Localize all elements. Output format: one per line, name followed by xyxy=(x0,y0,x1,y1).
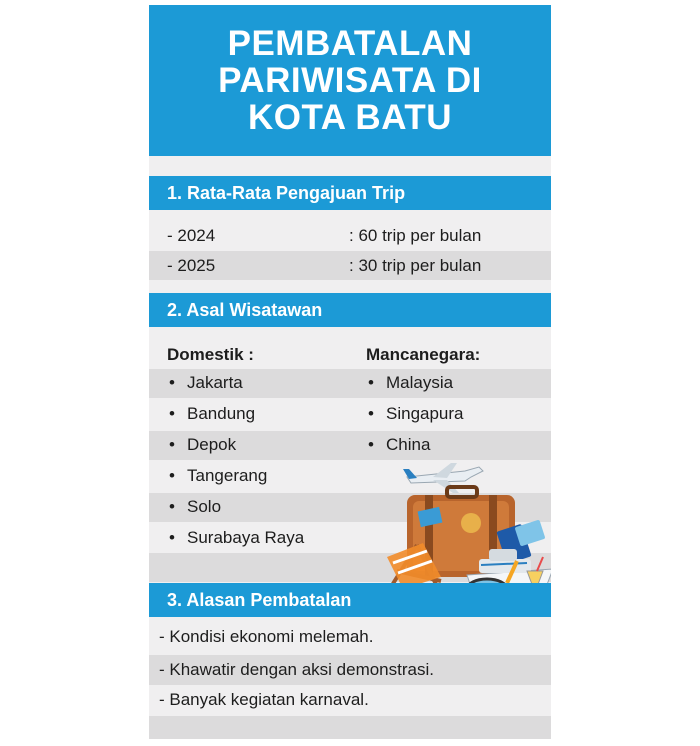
origin-country: China xyxy=(386,435,431,454)
origin-country: Singapura xyxy=(386,404,464,423)
bullet-icon: • xyxy=(169,404,175,423)
origin-country: Malaysia xyxy=(386,373,454,392)
list-item xyxy=(169,522,304,553)
stripe-row xyxy=(149,716,551,739)
reason-item: - Kondisi ekonomi melemah. xyxy=(159,627,374,646)
title-line-2: PARIWISATA DI xyxy=(218,61,482,100)
bullet-icon: • xyxy=(368,435,374,454)
list-item xyxy=(368,367,453,398)
list-item xyxy=(169,367,243,398)
origin-city: Tangerang xyxy=(187,466,268,485)
bullet-icon: • xyxy=(368,404,374,423)
list-item xyxy=(169,491,221,522)
page-title xyxy=(149,25,551,136)
list-item xyxy=(169,460,267,491)
title-banner xyxy=(149,5,551,156)
list-item xyxy=(368,398,464,429)
infographic-card xyxy=(149,5,551,739)
reason-item: - Banyak kegiatan karnaval. xyxy=(159,690,369,709)
origin-city: Depok xyxy=(187,435,237,454)
bullet-icon: • xyxy=(169,435,175,454)
reason-item: - Khawatir dengan aksi demonstrasi. xyxy=(149,655,551,685)
section-2-heading: 2. Asal Wisatawan xyxy=(149,293,551,327)
trip-row-2024 xyxy=(149,221,551,250)
list-item xyxy=(169,398,255,429)
section-1-heading: 1. Rata-Rata Pengajuan Trip xyxy=(149,176,551,210)
bullet-icon: • xyxy=(169,466,175,485)
bullet-icon: • xyxy=(368,373,374,392)
bullet-icon: • xyxy=(169,528,175,547)
section-3-heading: 3. Alasan Pembatalan xyxy=(149,583,551,617)
foreign-heading: Mancanegara: xyxy=(366,345,481,364)
origin-city: Surabaya Raya xyxy=(187,528,305,547)
trip-year-value: : 60 trip per bulan xyxy=(349,226,482,245)
list-item xyxy=(169,429,236,460)
trip-year-label: - 2024 xyxy=(167,226,216,245)
trip-year-value: : 30 trip per bulan xyxy=(349,256,482,275)
bullet-icon: • xyxy=(169,373,175,392)
domestic-heading: Domestik : xyxy=(167,345,254,364)
origin-city: Jakarta xyxy=(187,373,243,392)
trip-row-2025 xyxy=(149,251,551,280)
trip-year-label: - 2025 xyxy=(167,256,216,275)
origin-city: Bandung xyxy=(187,404,256,423)
title-line-1: PEMBATALAN xyxy=(227,24,473,63)
title-line-3: KOTA BATU xyxy=(247,98,453,137)
bullet-icon: • xyxy=(169,497,175,516)
origin-city: Solo xyxy=(187,497,222,516)
